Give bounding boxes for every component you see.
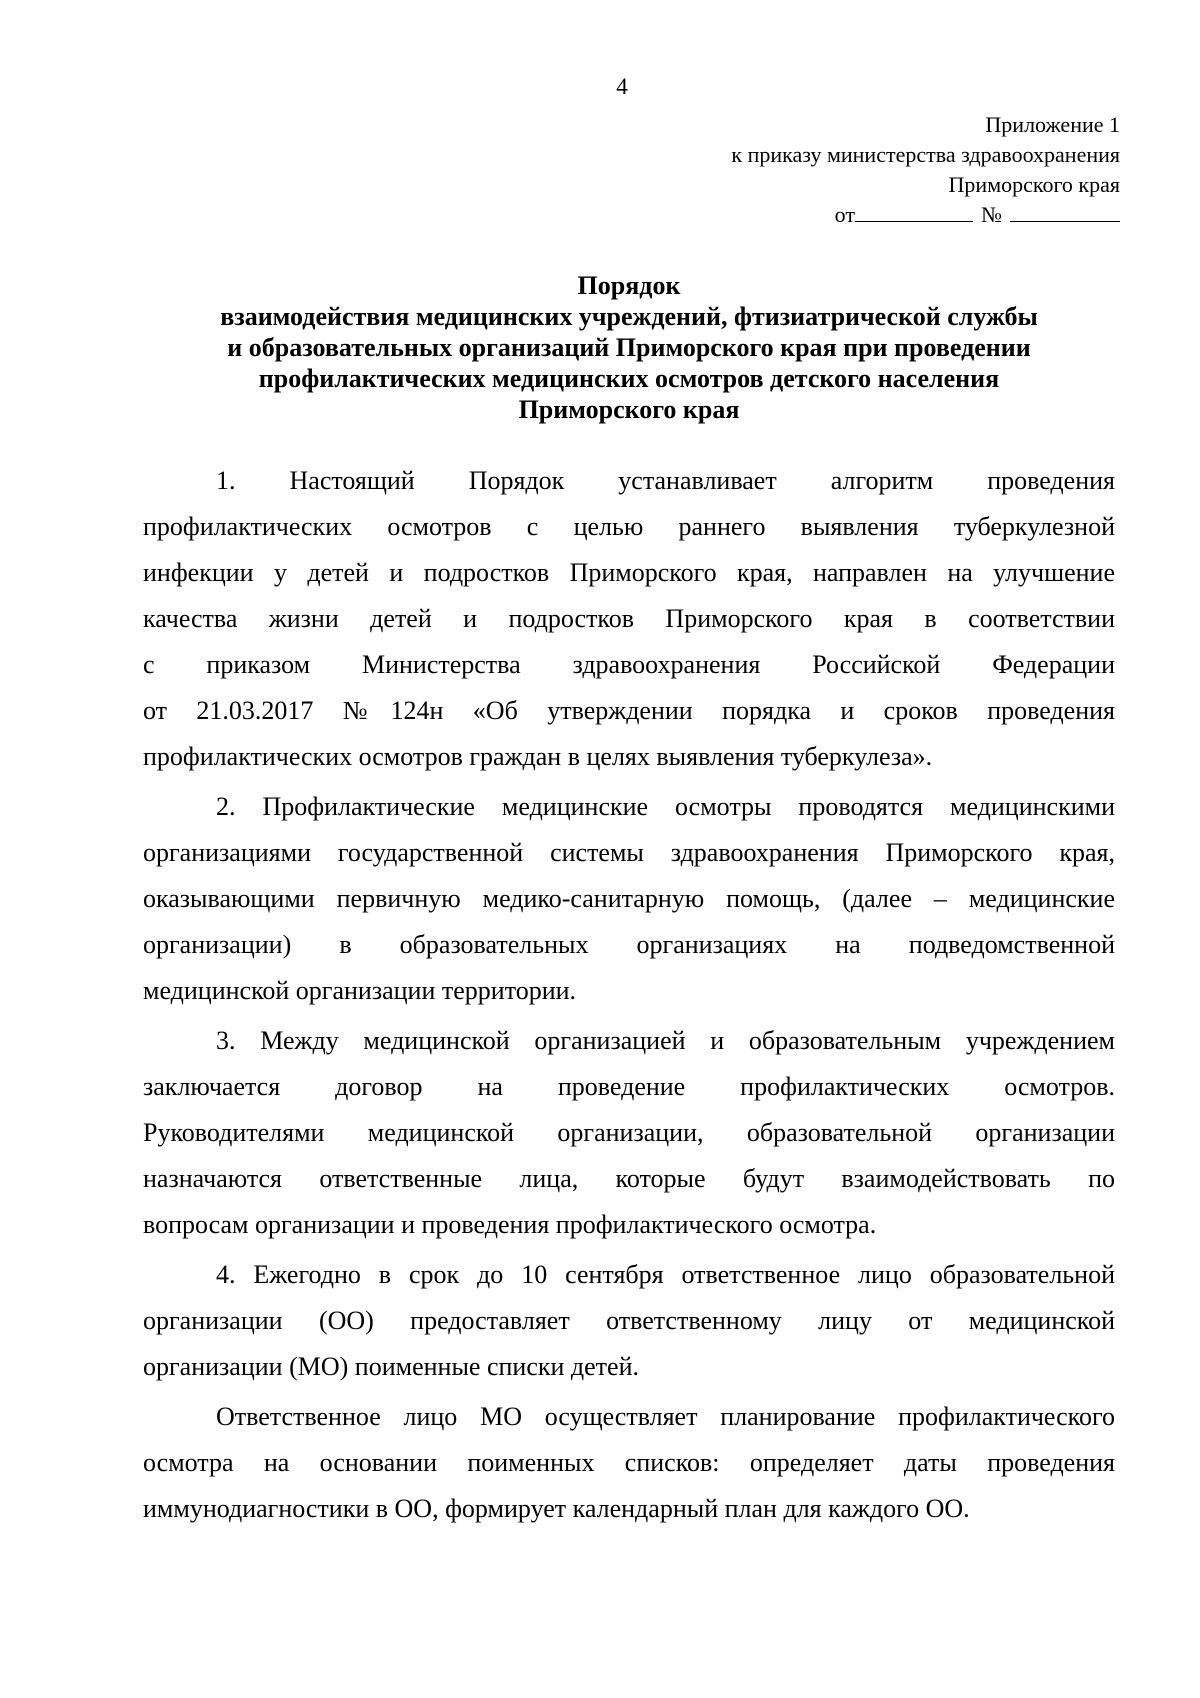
page-number: 4 bbox=[616, 74, 628, 99]
paragraph-line: с приказом Министерства здравоохранения Российской Федерации bbox=[143, 650, 1115, 679]
paragraph-line: 2. Профилактические медицинские осмотры проводятся медицинскими bbox=[216, 792, 1115, 821]
title-line-2: взаимодействия медицинских учреждений, фтизиатрической службы bbox=[220, 302, 1038, 331]
title-line-3: и образовательных организаций Приморского края при проведении bbox=[227, 333, 1031, 362]
paragraph-line: медицинской организации территории. bbox=[143, 976, 577, 1005]
title-line-5: Приморского края bbox=[518, 395, 740, 424]
paragraph-line: Руководителями медицинской организации, образовательной организации bbox=[143, 1118, 1115, 1147]
document-body bbox=[143, 458, 1115, 1532]
paragraph-line: заключается договор на проведение профилактических осмотров. bbox=[143, 1072, 1115, 1101]
document-title bbox=[143, 270, 1115, 425]
paragraph-4 bbox=[143, 1252, 1115, 1390]
paragraph-line: Ответственное лицо МО осуществляет планирование профилактического bbox=[216, 1402, 1115, 1431]
paragraph-line: профилактических осмотров граждан в целях выявления туберкулеза». bbox=[143, 742, 933, 771]
appendix-line-1: Приложение 1 bbox=[985, 112, 1120, 137]
appendix-date-number-line bbox=[560, 200, 1120, 230]
paragraph-line: организации) в образовательных организациях на подведомственной bbox=[143, 930, 1115, 959]
paragraph-line: профилактических осмотров с целью раннего выявления туберкулезной bbox=[143, 512, 1115, 541]
date-prefix: от bbox=[834, 202, 855, 227]
date-blank bbox=[855, 201, 973, 222]
paragraph-line: назначаются ответственные лица, которые будут взаимодействовать по bbox=[143, 1164, 1115, 1193]
paragraph-line: организации (МО) поименные списки детей. bbox=[143, 1352, 639, 1381]
number-prefix: № bbox=[981, 202, 1002, 227]
paragraph-line: осмотра на основании поименных списков: определяет даты проведения bbox=[143, 1448, 1115, 1477]
paragraph-line: вопросам организации и проведения профилактического осмотра. bbox=[143, 1210, 877, 1239]
paragraph-line: от 21.03.2017 №124н «Об утверждении порядка и сроков проведения bbox=[143, 696, 1115, 725]
paragraph-line: организации (ОО) предоставляет ответственному лицу от медицинской bbox=[143, 1306, 1115, 1335]
paragraph-line: 4. Ежегодно в срок до 10 сентября ответственное лицо образовательной bbox=[216, 1260, 1115, 1289]
paragraph-3 bbox=[143, 1018, 1115, 1248]
title-line-4: профилактических медицинских осмотров детского населения bbox=[258, 364, 1000, 393]
number-blank bbox=[1010, 201, 1120, 222]
paragraph-1 bbox=[143, 458, 1115, 780]
paragraph-line: иммунодиагностики в ОО, формирует календарный план для каждого ОО. bbox=[143, 1494, 970, 1523]
paragraph-2 bbox=[143, 784, 1115, 1014]
paragraph-line: 1. Настоящий Порядок устанавливает алгоритм проведения bbox=[216, 466, 1115, 495]
paragraph-line: оказывающими первичную медико-санитарную помощь, (далее – медицинские bbox=[143, 884, 1115, 913]
title-line-1: Порядок bbox=[577, 271, 681, 300]
appendix-line-3: Приморского края bbox=[948, 172, 1120, 197]
paragraph-line: качества жизни детей и подростков Приморского края в соответствии bbox=[143, 604, 1115, 633]
paragraph-5 bbox=[143, 1394, 1115, 1532]
paragraph-line: инфекции у детей и подростков Приморского края, направлен на улучшение bbox=[143, 558, 1115, 587]
paragraph-line: 3. Между медицинской организацией и образовательным учреждением bbox=[216, 1026, 1115, 1055]
appendix-line-2: к приказу министерства здравоохранения bbox=[731, 142, 1120, 167]
paragraph-line: организациями государственной системы здравоохранения Приморского края, bbox=[143, 838, 1115, 867]
appendix-header bbox=[560, 110, 1120, 230]
